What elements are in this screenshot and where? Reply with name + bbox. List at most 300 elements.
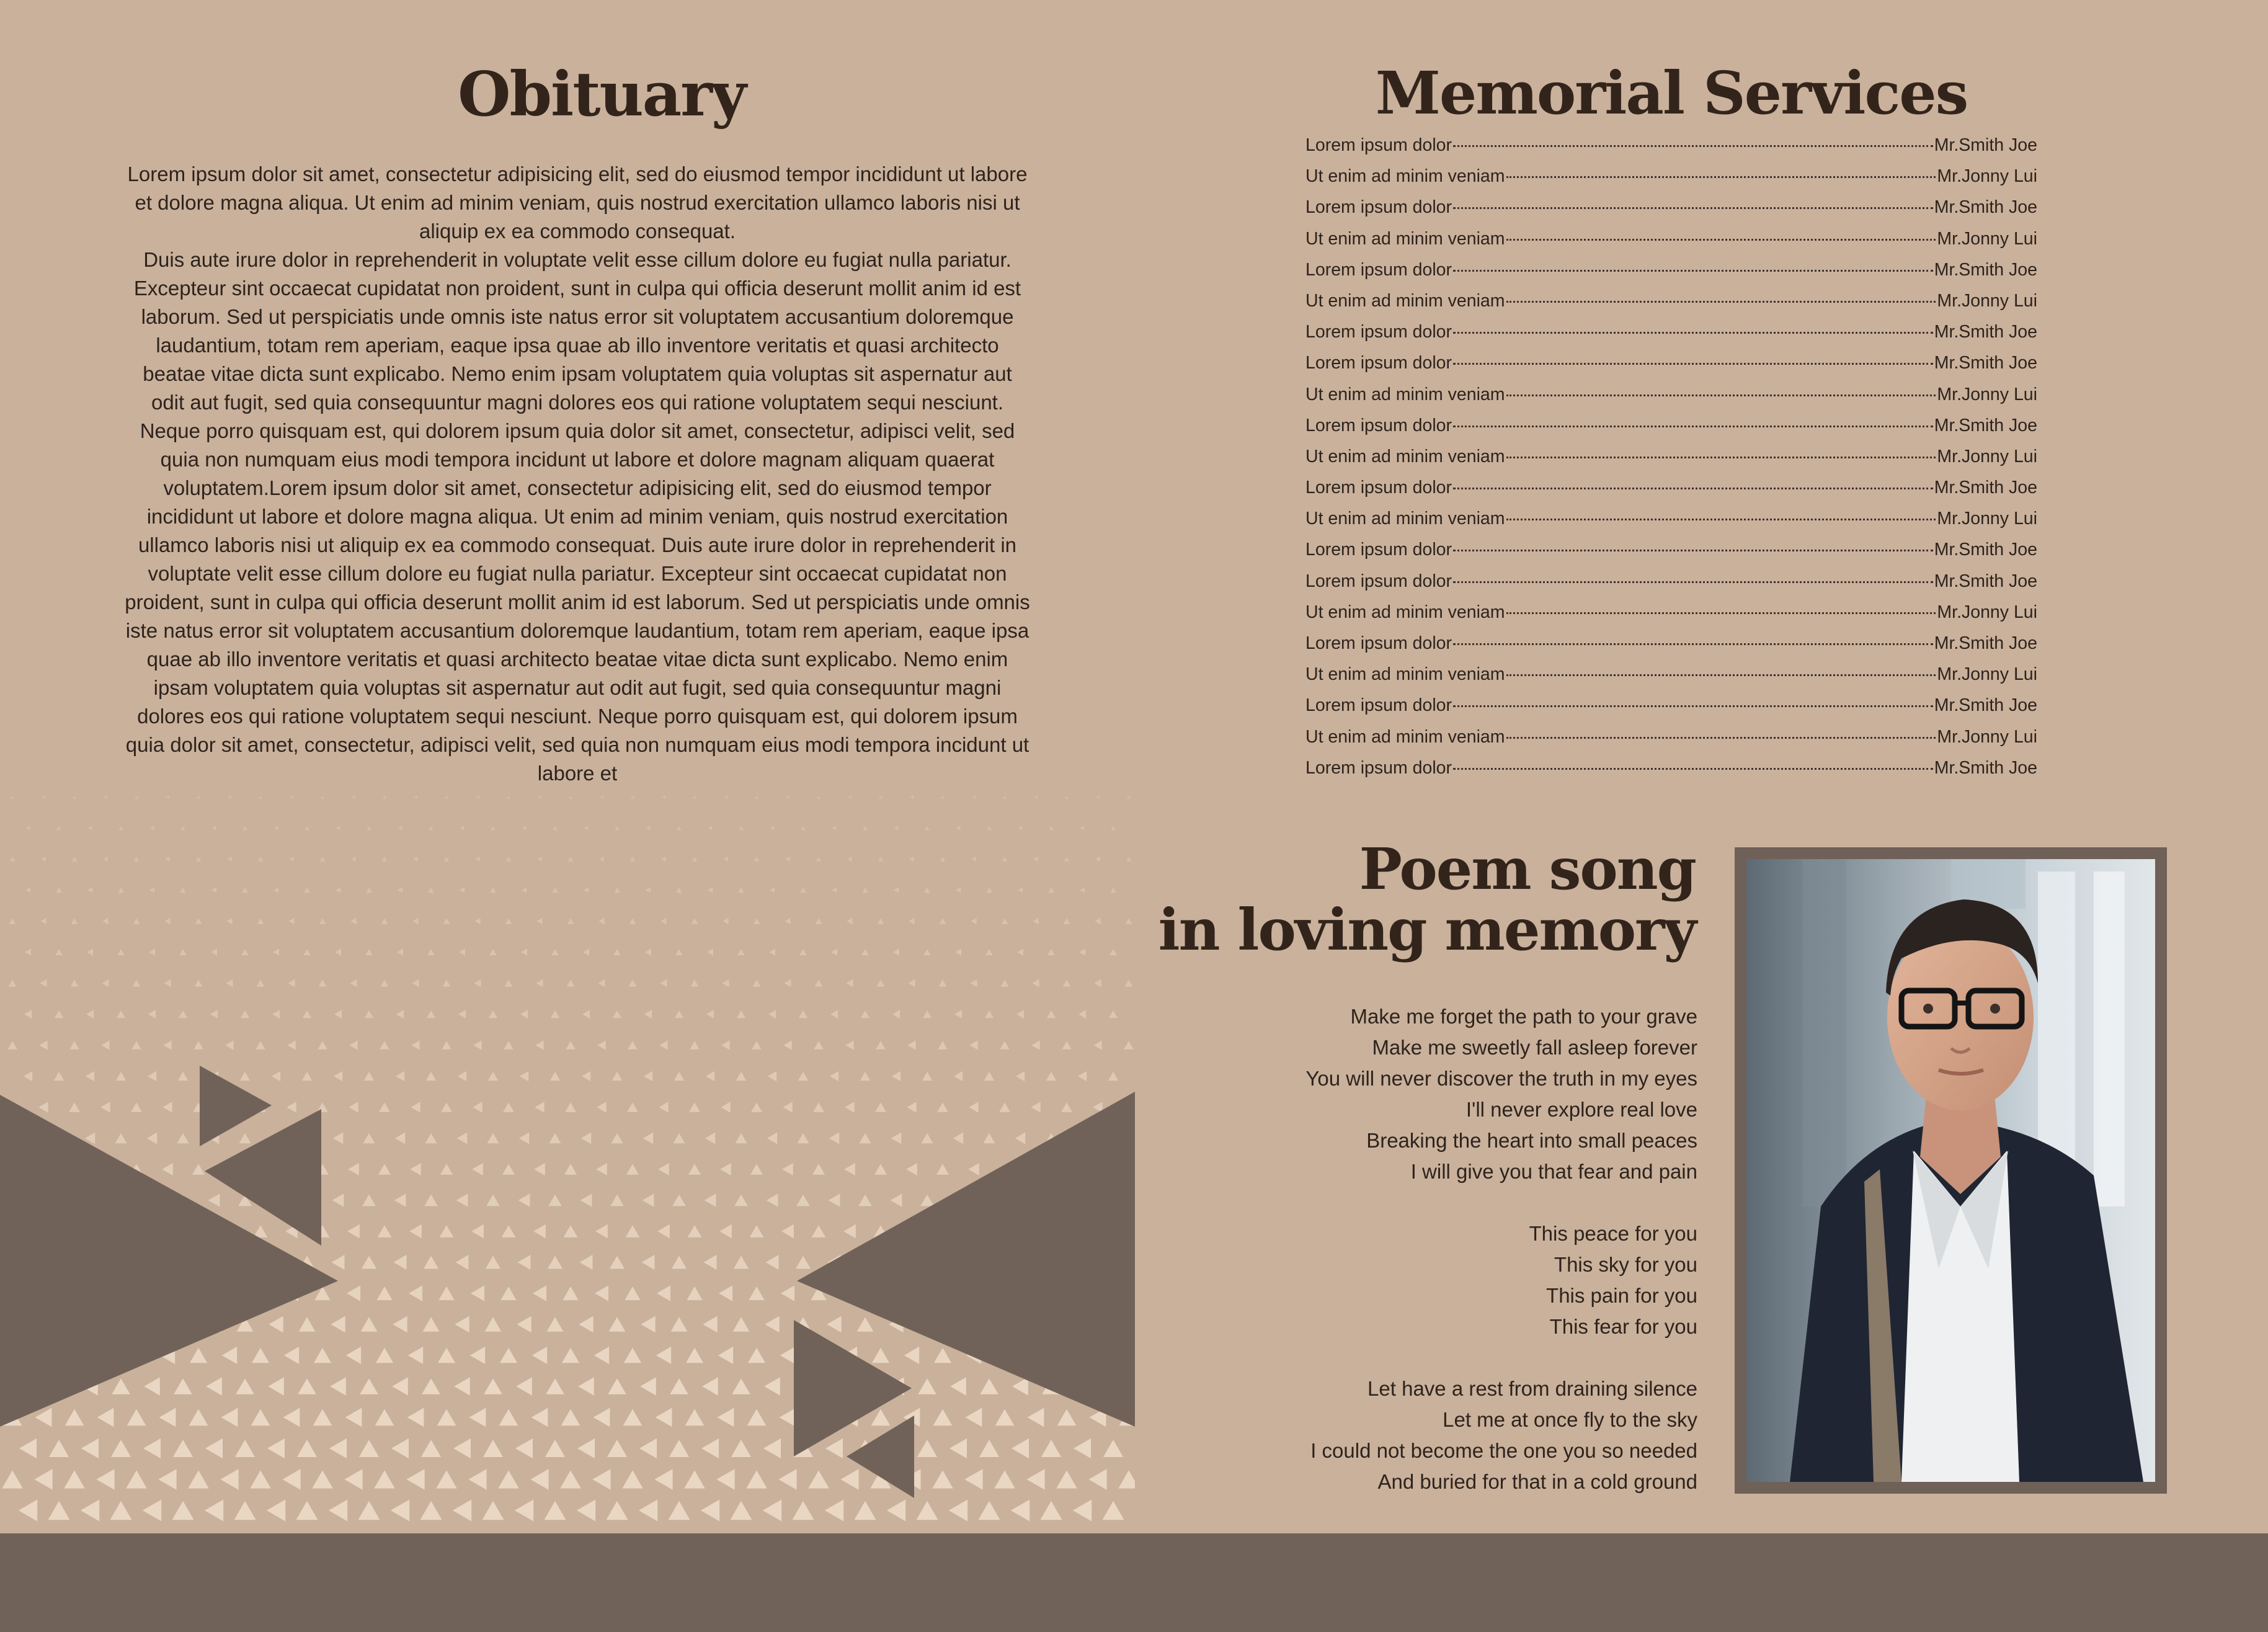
pattern-triangle (336, 887, 340, 893)
pattern-triangle (1073, 1500, 1092, 1522)
pattern-triangle (770, 826, 775, 831)
pattern-triangle (438, 1286, 454, 1300)
pattern-triangle (49, 1440, 69, 1457)
pattern-triangle (56, 888, 62, 893)
pattern-triangle (1095, 918, 1100, 925)
pattern-triangle (411, 1102, 420, 1113)
pattern-triangle (268, 1377, 284, 1396)
pattern-triangle (412, 979, 419, 988)
pattern-triangle (159, 1408, 176, 1427)
pattern-triangle (178, 1072, 189, 1081)
pattern-triangle (722, 979, 729, 988)
pattern-triangle (350, 979, 357, 988)
pattern-triangle (406, 1469, 424, 1490)
pattern-triangle (1096, 795, 1100, 800)
pattern-triangle (723, 918, 728, 925)
pattern-triangle (158, 1469, 176, 1490)
pattern-triangle (626, 1164, 639, 1175)
pattern-triangle (396, 1071, 404, 1082)
memorial-service-row (1305, 229, 2037, 260)
pattern-triangle (733, 1317, 750, 1331)
pattern-triangle (546, 1378, 564, 1394)
pattern-triangle (1108, 1072, 1119, 1081)
pattern-triangle (1046, 1072, 1057, 1081)
dotted-leader (1453, 581, 1933, 583)
pattern-triangle (644, 1010, 652, 1019)
pattern-triangle (1094, 979, 1101, 988)
pattern-triangle (116, 1072, 127, 1081)
memorial-service-label: Lorem ipsum dolor (1305, 695, 1452, 716)
pattern-triangle (770, 887, 775, 893)
pattern-triangle (1015, 1133, 1026, 1144)
pattern-triangle (205, 1500, 223, 1522)
pattern-triangle (329, 1500, 347, 1522)
pattern-triangle (500, 1348, 517, 1363)
pattern-triangle (34, 1469, 52, 1490)
pattern-triangle (941, 795, 945, 799)
pattern-triangle (102, 979, 109, 988)
memorial-service-row (1305, 478, 2037, 509)
pattern-triangle (148, 1010, 156, 1019)
pattern-triangle (241, 1010, 249, 1018)
pattern-triangle (87, 948, 93, 956)
pattern-triangle (11, 795, 15, 799)
pattern-triangle (319, 918, 326, 924)
pattern-triangle (519, 1133, 530, 1144)
pattern-triangle (473, 1102, 482, 1113)
memorial-service-label: Ut enim ad minim veniam (1305, 602, 1505, 622)
pattern-triangle (26, 826, 30, 831)
pattern-triangle (688, 1225, 702, 1237)
pattern-triangle (212, 826, 216, 831)
pattern-triangle (234, 1501, 256, 1520)
pattern-triangle (179, 949, 187, 955)
pattern-triangle (785, 857, 789, 862)
pattern-triangle (131, 1102, 142, 1112)
pattern-triangle (226, 979, 233, 988)
pattern-triangle (381, 979, 389, 986)
pattern-triangle (267, 1438, 285, 1458)
pattern-triangle (642, 1255, 655, 1270)
pattern-triangle (453, 1500, 471, 1522)
pattern-triangle (567, 979, 575, 986)
pattern-triangle (86, 1071, 94, 1082)
pattern-triangle (767, 1133, 778, 1144)
pattern-triangle (361, 1317, 378, 1331)
pattern-triangle (892, 1071, 901, 1082)
pattern-triangle (752, 1041, 761, 1049)
pattern-triangle (845, 1102, 854, 1113)
pattern-triangle (1048, 888, 1054, 893)
pattern-triangle (659, 1040, 667, 1050)
footer-band (0, 1533, 2268, 1632)
poem-line: You will never discover the truth in my eyes (1305, 1067, 1697, 1090)
pattern-triangle (537, 857, 541, 862)
pattern-triangle (303, 949, 311, 955)
pattern-triangle (1111, 826, 1116, 831)
poem-line: This pain for you (1546, 1284, 1697, 1307)
pattern-triangle (267, 1500, 285, 1522)
dark-triangle-shapes (0, 1066, 1135, 1498)
pattern-triangle (784, 979, 791, 988)
poem-title-line-2: in loving memory (1158, 896, 1696, 963)
pattern-triangle (560, 1470, 581, 1488)
pattern-triangle (718, 1408, 734, 1427)
pattern-triangle (96, 1469, 114, 1490)
pattern-triangle (195, 979, 203, 986)
pattern-triangle (817, 795, 821, 799)
pattern-triangle (72, 857, 78, 861)
pattern-triangle (721, 1040, 729, 1050)
pattern-triangle (298, 1378, 316, 1394)
pattern-triangle (242, 888, 248, 893)
pattern-triangle (376, 1348, 393, 1363)
pattern-triangle (724, 795, 727, 800)
pattern-triangle (545, 1440, 565, 1457)
pattern-triangle (485, 1317, 502, 1331)
pattern-triangle (690, 1041, 699, 1049)
pattern-triangle (703, 1316, 717, 1333)
small-upper-triangle-1 (200, 1066, 272, 1146)
pattern-triangle (9, 918, 16, 924)
pattern-triangle (336, 826, 340, 831)
pattern-triangle (878, 918, 884, 924)
memorial-service-label: Lorem ipsum dolor (1305, 633, 1452, 653)
poem-line: I could not become the one you so needed (1310, 1439, 1697, 1462)
pattern-triangle (816, 857, 822, 861)
pattern-triangle (486, 1195, 500, 1206)
pattern-triangle (363, 1133, 375, 1144)
pattern-triangle (569, 795, 573, 799)
poem-title (1158, 836, 1696, 963)
pattern-triangle (226, 918, 232, 925)
pattern-triangle (693, 795, 697, 799)
pattern-triangle (41, 857, 45, 862)
pattern-triangle (1031, 1102, 1040, 1113)
pattern-triangle (476, 795, 479, 800)
pattern-triangle (566, 1041, 575, 1049)
pattern-triangle (600, 795, 603, 800)
memorial-service-row (1305, 509, 2037, 540)
pattern-triangle (669, 1440, 689, 1457)
pattern-triangle (692, 918, 698, 924)
pattern-triangle (716, 1469, 734, 1490)
pattern-triangle (934, 1348, 951, 1363)
pattern-triangle (731, 1501, 752, 1520)
pattern-triangle (1095, 857, 1100, 862)
pattern-triangle (580, 1255, 593, 1270)
pattern-triangle (701, 1500, 719, 1522)
pattern-triangle (242, 826, 247, 831)
pattern-triangle (964, 1469, 982, 1490)
pattern-triangle (671, 1317, 688, 1331)
pattern-triangle (362, 1195, 376, 1206)
pattern-triangle (2, 1470, 23, 1488)
pattern-triangle (659, 1102, 668, 1113)
pattern-triangle (396, 1010, 404, 1019)
pattern-triangle (755, 795, 759, 799)
pattern-triangle (220, 1469, 238, 1490)
pattern-triangle (640, 1377, 656, 1396)
pattern-triangle (785, 918, 790, 925)
pattern-triangle (846, 979, 853, 988)
memorial-service-row (1305, 727, 2037, 758)
pattern-triangle (531, 1408, 548, 1427)
pattern-triangle (131, 1041, 141, 1049)
pattern-triangle (345, 1408, 362, 1427)
memorial-service-row (1305, 633, 2037, 664)
pattern-triangle (360, 1378, 378, 1394)
pattern-triangle (412, 918, 418, 925)
pattern-triangle (940, 857, 946, 861)
pattern-triangle (1049, 826, 1054, 831)
pattern-triangle (460, 887, 465, 893)
dotted-leader (1506, 239, 1936, 241)
pattern-triangle (704, 1255, 717, 1270)
pattern-triangle (1103, 1440, 1123, 1457)
obituary-paragraph-2: Duis aute irure dolor in reprehenderit in voluptate velit esse cillum dolore eu fugiat nulla pariatur. Excepteur sint occaecat cupidatat non proident, sunt in culpa qui officia deserunt mollit anim id est laborum. Sed ut perspiciatis unde omnis iste natus error sit voluptatem accusantium doloremque laudantium, totam rem aperiam, eaque ipsa quae ab illo inventore veritatis et quasi architecto beatae vitae dicta sunt explicabo. Nemo enim ipsam voluptatem quia voluptas sit aspernatur aut odit aut fugit, sed quia consequuntur magni dolores eos qui ratione voluptatem sequi nesciunt. Neque porro quisquam est, qui dolorem ipsum quia dolor sit amet, consectetur, adipisci velit, sed quia non numquam eius modi tempora incidunt ut labore et dolore magnam aliquam quaerat voluptatem.Lorem ipsum dolor sit amet, consectetur adipisicing elit, sed do eiusmod tempor incididunt ut labore et dolore magna aliqua. Ut enim ad minim veniam, quis nostrud exercitation ullamco laboris nisi ut aliquip ex ea commodo consequat. Duis aute irure dolor in reprehenderit in voluptate velit esse cillum dolore eu fugiat nulla pariatur. Excepteur sint occaecat cupidatat non proident, sunt in culpa qui officia deserunt mollit anim id est laborum. Sed ut perspiciatis unde omnis iste natus error sit voluptatem accusantium doloremque laudantium, totam rem aperiam, eaque ipsa quae ab illo inventore veritatis et quasi architecto beatae vitae dicta sunt explicabo. Nemo enim ipsam voluptatem quia voluptas sit aspernatur aut odit aut fugit, sed quia consequuntur magni dolores eos qui ratione voluptatem sequi nesciunt. Neque porro quisquam est, qui dolorem ipsum quia dolor sit amet, consectetur, adipisci velit, sed quia non numquam eius modi tempora incidunt ut labore et (125, 248, 1030, 785)
pattern-triangle (876, 1041, 885, 1049)
pattern-triangle (134, 857, 140, 861)
pattern-triangle (193, 1041, 203, 1049)
pattern-triangle (118, 888, 124, 893)
pattern-triangle (746, 1470, 767, 1488)
pattern-triangle (786, 795, 789, 800)
pattern-triangle (1062, 1041, 1071, 1049)
pattern-triangle (686, 1348, 703, 1363)
pattern-triangle (643, 1193, 654, 1207)
pattern-triangle (144, 1377, 160, 1396)
pattern-triangle (808, 1470, 829, 1488)
pattern-triangle (1063, 979, 1071, 986)
pattern-triangle (1003, 795, 1007, 799)
pattern-triangle (564, 1164, 577, 1175)
pattern-triangle (347, 1285, 360, 1301)
pattern-triangle (1093, 1040, 1101, 1050)
pattern-triangle (1110, 949, 1117, 955)
pattern-triangle (69, 1041, 79, 1049)
pattern-triangle (847, 918, 852, 925)
pattern-triangle (1012, 1377, 1028, 1396)
pattern-triangle (594, 1347, 609, 1364)
pattern-triangle (645, 948, 651, 956)
pattern-triangle (783, 1102, 792, 1113)
pattern-triangle (778, 1469, 796, 1490)
pattern-triangle (55, 949, 63, 955)
pattern-triangle (69, 1102, 80, 1112)
pattern-triangle (483, 1501, 504, 1520)
pattern-triangle (626, 1225, 640, 1237)
pattern-triangle (443, 918, 450, 924)
pattern-triangle (490, 888, 496, 893)
pattern-triangle (456, 1255, 469, 1270)
memorial-service-row (1305, 758, 2037, 789)
pattern-triangle (565, 1102, 576, 1112)
pattern-triangle (1016, 1010, 1024, 1019)
pattern-triangle (133, 979, 141, 986)
pattern-triangle (165, 857, 169, 862)
pattern-triangle (515, 1438, 533, 1458)
pattern-triangle (793, 1501, 814, 1520)
pattern-triangle (115, 1133, 127, 1144)
pattern-triangle (995, 1409, 1015, 1426)
memorial-service-label: Ut enim ad minim veniam (1305, 290, 1505, 311)
dotted-leader (1506, 176, 1936, 178)
pattern-triangle (661, 857, 665, 862)
pattern-triangle (346, 1347, 361, 1364)
pattern-triangle (972, 795, 976, 800)
pattern-triangle (920, 1195, 934, 1206)
pattern-triangle (1001, 979, 1009, 986)
pattern-triangle (862, 888, 868, 893)
pattern-triangle (469, 1408, 486, 1427)
memorial-service-label: Ut enim ad minim veniam (1305, 726, 1505, 747)
pattern-triangle (547, 1317, 564, 1331)
pattern-triangle (174, 1378, 192, 1394)
pattern-triangle (414, 795, 417, 800)
pattern-triangle (628, 1041, 637, 1049)
pattern-triangle (365, 949, 373, 955)
pattern-triangle (986, 888, 992, 893)
pattern-triangle (677, 826, 682, 831)
pattern-triangle (599, 857, 603, 862)
pattern-triangle (691, 979, 699, 986)
poem-line: Make me forget the path to your grave (1350, 1005, 1697, 1028)
pattern-triangle (195, 918, 202, 924)
pattern-triangle (520, 1010, 528, 1019)
pattern-triangle (878, 857, 884, 861)
pattern-triangle (723, 857, 727, 862)
pattern-triangle (42, 795, 45, 800)
pattern-triangle (656, 1408, 672, 1427)
pattern-triangle (658, 1163, 669, 1175)
pattern-triangle (799, 949, 807, 955)
pattern-triangle (614, 888, 620, 893)
pattern-triangle (475, 857, 479, 862)
pattern-triangle (297, 1440, 317, 1457)
pattern-triangle (19, 1438, 37, 1458)
pattern-triangle (536, 918, 542, 925)
pattern-triangle (893, 948, 899, 956)
pattern-triangle (507, 795, 511, 799)
pattern-triangle (643, 1133, 654, 1144)
pattern-triangle (894, 826, 899, 831)
pattern-triangle (984, 1133, 995, 1144)
pattern-triangle (783, 1040, 791, 1050)
pattern-triangle (100, 1102, 110, 1113)
dotted-leader (1506, 519, 1936, 520)
pattern-triangle (705, 1133, 716, 1144)
pattern-triangle (273, 948, 279, 956)
pattern-triangle (917, 1440, 937, 1457)
pattern-triangle (1032, 979, 1039, 988)
pattern-triangle (816, 918, 822, 924)
pattern-triangle (9, 979, 17, 986)
pattern-triangle (1126, 918, 1132, 924)
obituary-title: Obituary (458, 59, 745, 130)
pattern-triangle (305, 826, 309, 831)
pattern-triangle (950, 1377, 966, 1396)
pattern-triangle (392, 1377, 408, 1396)
pattern-triangle (871, 1409, 891, 1426)
pattern-triangle (825, 1500, 843, 1522)
pattern-triangle (940, 918, 946, 924)
pattern-triangle (484, 1378, 502, 1394)
pattern-triangle (1103, 1501, 1124, 1520)
pattern-triangle (517, 1316, 531, 1333)
pattern-triangle (39, 1040, 47, 1050)
pattern-triangle (906, 1163, 917, 1175)
pattern-triangle (831, 948, 837, 956)
poem-line: Let have a rest from draining silence (1367, 1377, 1697, 1400)
pattern-triangle (719, 1224, 732, 1239)
pattern-triangle (646, 826, 651, 831)
pattern-triangle (1041, 1440, 1061, 1457)
pattern-triangle (968, 1163, 979, 1175)
pattern-triangle (177, 1133, 189, 1144)
pattern-triangle (610, 1256, 625, 1269)
poem-line: Let me at once fly to the sky (1443, 1408, 1697, 1431)
pattern-triangle (296, 1501, 318, 1520)
pattern-triangle (428, 888, 434, 893)
memorial-service-label: Ut enim ad minim veniam (1305, 384, 1505, 404)
pattern-triangle (349, 1040, 357, 1050)
pattern-triangle (692, 857, 698, 861)
pattern-triangle (863, 826, 868, 831)
pattern-triangle (1064, 918, 1070, 924)
pattern-triangle (904, 1347, 919, 1364)
poem-stanza (1139, 1373, 1697, 1497)
memorial-services-list (1305, 135, 2037, 789)
pattern-triangle (641, 1316, 655, 1333)
pattern-triangle (436, 1470, 457, 1488)
pattern-triangle (81, 1500, 99, 1522)
memorial-service-row (1305, 135, 2037, 166)
pattern-triangle (284, 1347, 299, 1364)
dotted-leader (1506, 737, 1936, 739)
pattern-triangle (580, 1193, 592, 1207)
pattern-triangle (654, 1469, 672, 1490)
pattern-triangle (500, 1286, 516, 1300)
pattern-triangle (563, 1286, 578, 1300)
pattern-triangle (584, 826, 589, 831)
pattern-triangle (394, 1193, 406, 1207)
pattern-triangle (189, 1409, 208, 1426)
pattern-triangle (750, 1225, 764, 1237)
pattern-triangle (656, 1347, 671, 1364)
pattern-triangle (1126, 857, 1132, 861)
pattern-triangle (739, 826, 744, 831)
poem-title-line-1: Poem song (1359, 836, 1696, 903)
pattern-triangle (909, 918, 914, 925)
pattern-triangle (288, 918, 294, 925)
pattern-triangle (623, 1409, 643, 1426)
pattern-triangle (631, 795, 635, 799)
memorial-service-name: Mr.Smith Joe (1934, 478, 2037, 498)
pattern-triangle (241, 949, 249, 955)
pattern-triangle (421, 1440, 441, 1457)
memorial-service-name: Mr.Jonny Lui (1937, 228, 2037, 249)
pattern-triangle (847, 857, 852, 862)
dotted-leader (1453, 270, 1933, 272)
pattern-triangle (257, 979, 265, 986)
pattern-triangle (382, 857, 388, 861)
pattern-triangle (1047, 949, 1055, 955)
pattern-triangle (536, 979, 543, 988)
pattern-triangle (365, 1010, 373, 1018)
pattern-triangle (598, 918, 604, 925)
pattern-triangle (71, 979, 79, 986)
